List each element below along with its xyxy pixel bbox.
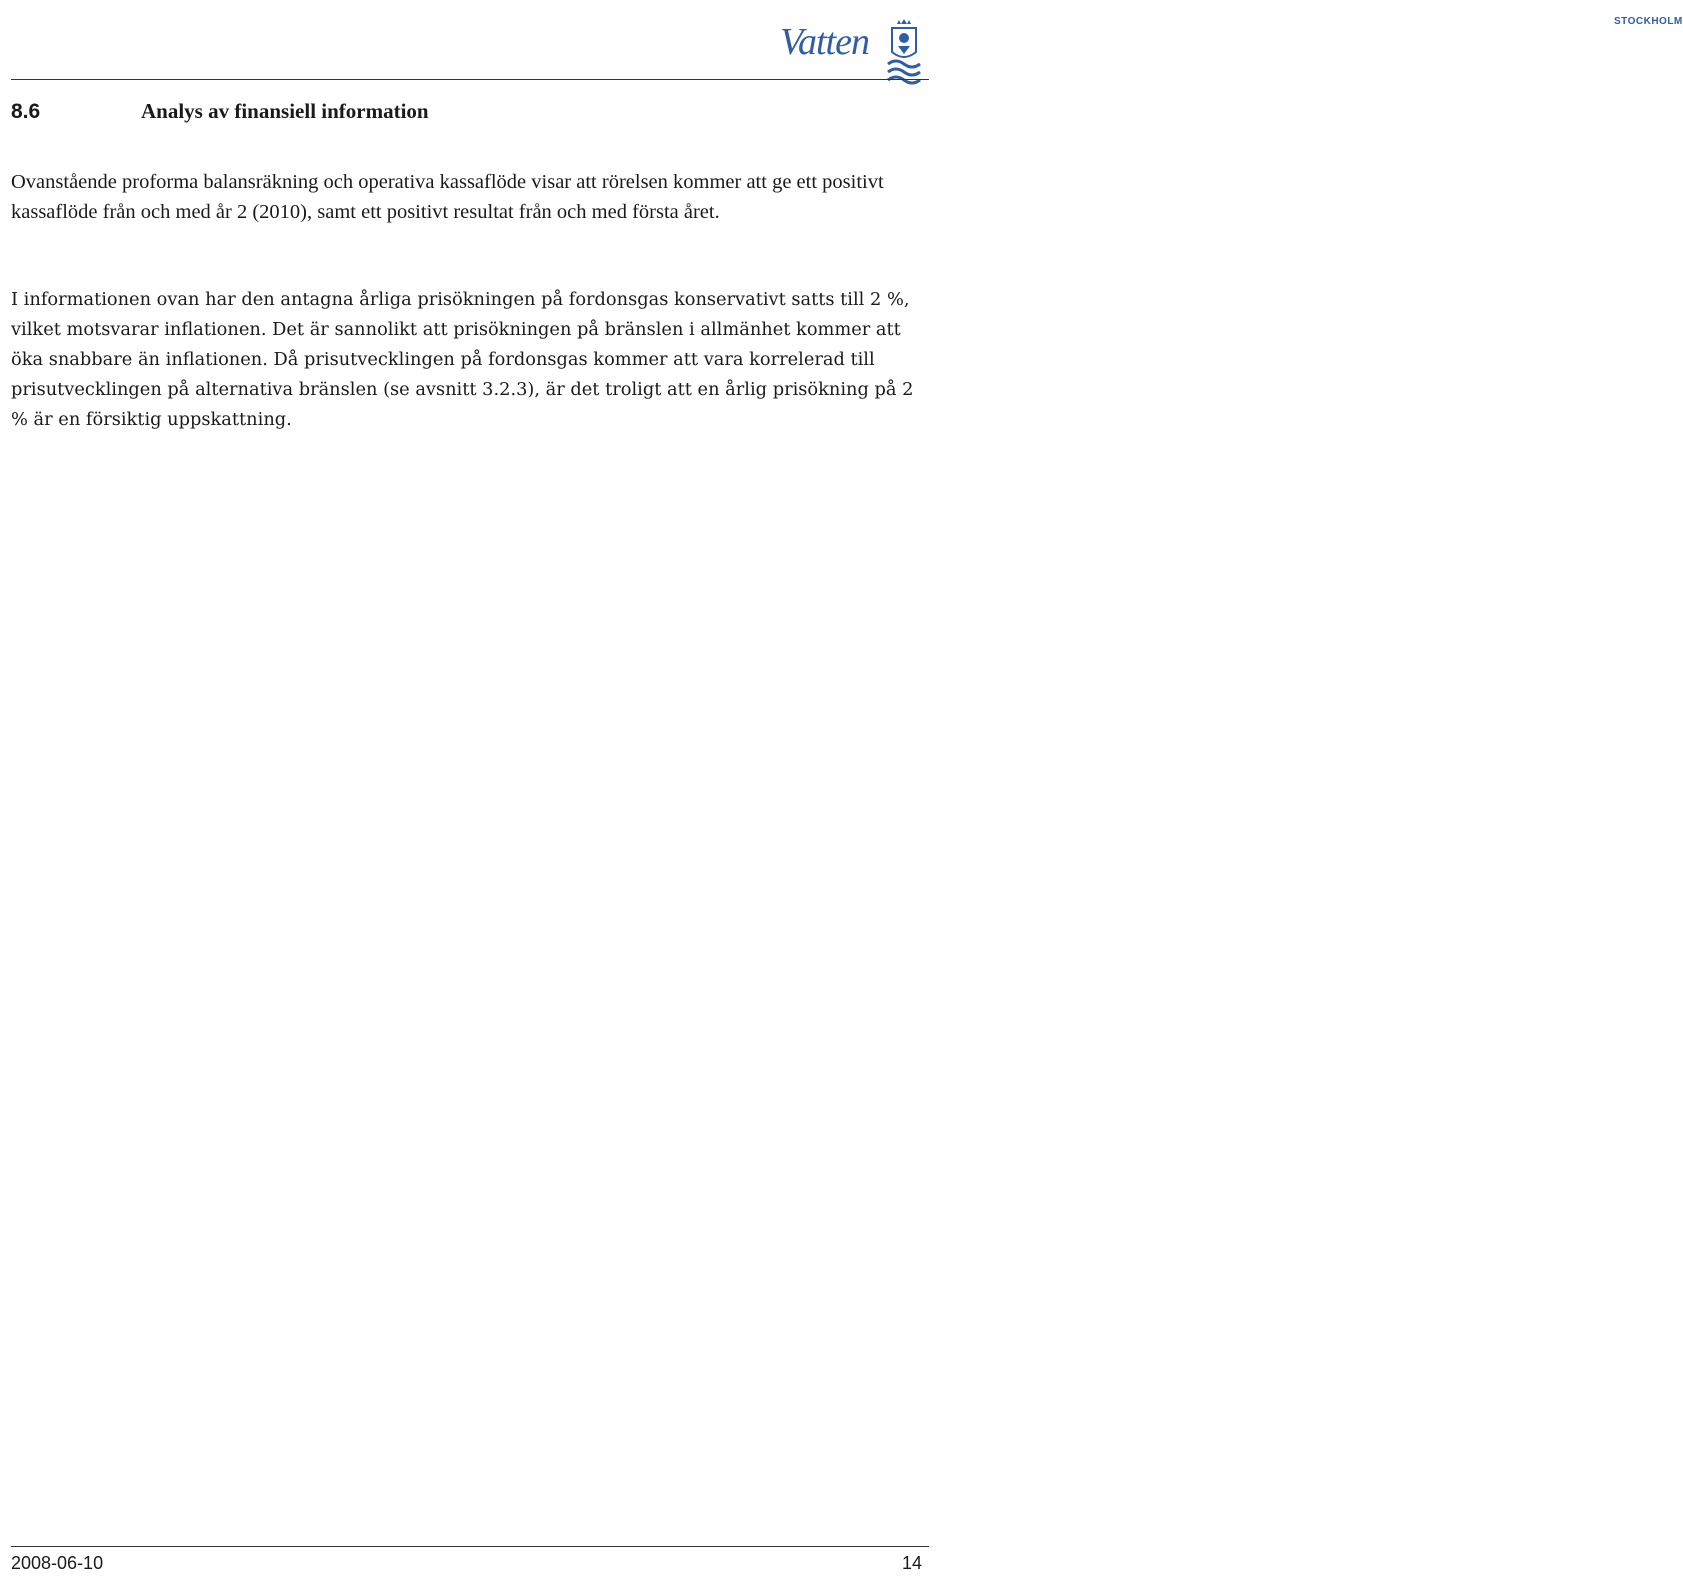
page-number: 14: [901, 1553, 922, 1573]
paragraph-cashflow: Ovanstående proforma balansräkning och operativa kassaflöde visar att rörelsen kommer att ge ett positivt kassaflöde från och med år 2 (2010), samt ett positivt resultat från och med första året.: [11, 171, 884, 223]
logo-vatten-text: Vatten: [780, 21, 869, 63]
section-number: 8.6: [11, 100, 41, 123]
header-divider: [11, 79, 929, 80]
logo-stockholm-text: STOCKHOLM: [1614, 16, 1683, 27]
footer-divider: [11, 1546, 929, 1547]
footer-date: 2008-06-10: [11, 1553, 104, 1573]
paragraph-price-increase: I informationen ovan har den antagna årliga prisökningen på fordonsgas konservativt satts till 2 %, vilket motsvarar inflationen. Det är sannolikt att prisökningen på bränslen i allmänhet kommer att öka snabbare än inflationen. Då prisutvecklingen på fordonsgas kommer att vara korrelerad till prisutvecklingen på alternativa bränslen (se avsnitt 3.2.3), är det troligt att en årlig prisökning på 2 % är en försiktig uppskattning.: [11, 289, 914, 430]
section-title: Analys av finansiell information: [141, 99, 429, 123]
city-crest-icon: [886, 18, 922, 82]
section-heading: [11, 99, 931, 124]
stockholm-vatten-logo: [780, 14, 1683, 84]
